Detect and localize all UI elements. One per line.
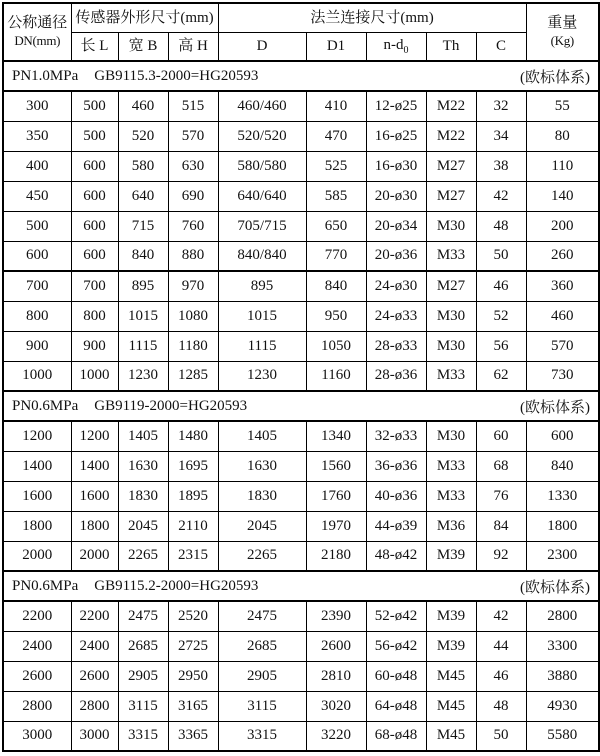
- cell-d: 520/520: [218, 121, 306, 151]
- cell-d1: 2600: [306, 631, 366, 661]
- data-row-dn-350: [3, 121, 599, 151]
- cell-width-b: 3315: [118, 721, 168, 751]
- cell-dn: 2800: [3, 691, 71, 721]
- table-body: [3, 61, 599, 751]
- cell-d: 2265: [218, 541, 306, 571]
- cell-weight: 460: [526, 301, 599, 331]
- cell-dn: 400: [3, 151, 71, 181]
- cell-n-d0: 36-ø36: [366, 451, 426, 481]
- cell-th: M27: [426, 151, 476, 181]
- data-row-dn-700: [3, 271, 599, 301]
- cell-length-l: 3000: [71, 721, 118, 751]
- cell-dn: 1200: [3, 421, 71, 451]
- section-header-row: [3, 61, 599, 91]
- cell-length-l: 2400: [71, 631, 118, 661]
- cell-dn: 2400: [3, 631, 71, 661]
- cell-n-d0: 60-ø48: [366, 661, 426, 691]
- cell-height-h: 1080: [168, 301, 218, 331]
- cell-width-b: 460: [118, 91, 168, 121]
- cell-width-b: 640: [118, 181, 168, 211]
- cell-d: 640/640: [218, 181, 306, 211]
- cell-height-h: 880: [168, 241, 218, 271]
- table-header: [3, 3, 599, 61]
- cell-d: 1230: [218, 361, 306, 391]
- header-dn-title: 公称通径: [7, 14, 68, 31]
- cell-dn: 500: [3, 211, 71, 241]
- cell-c: 48: [476, 211, 526, 241]
- header-d1: D1: [306, 32, 366, 61]
- header-dn-subtitle: DN(mm): [14, 33, 61, 49]
- cell-width-b: 520: [118, 121, 168, 151]
- cell-dn: 2600: [3, 661, 71, 691]
- cell-th: M22: [426, 91, 476, 121]
- header-flange-group: 法兰连接尺寸(mm): [218, 3, 526, 32]
- cell-d: 1830: [218, 481, 306, 511]
- cell-n-d0: 20-ø34: [366, 211, 426, 241]
- cell-width-b: 1115: [118, 331, 168, 361]
- cell-c: 48: [476, 691, 526, 721]
- spec-table: [2, 2, 600, 752]
- cell-n-d0: 28-ø36: [366, 361, 426, 391]
- cell-height-h: 970: [168, 271, 218, 301]
- cell-width-b: 2045: [118, 511, 168, 541]
- cell-width-b: 1830: [118, 481, 168, 511]
- data-row-dn-2800: [3, 691, 599, 721]
- section-note-label: (欧标体系): [520, 399, 591, 416]
- data-row-dn-600: [3, 241, 599, 271]
- cell-length-l: 700: [71, 271, 118, 301]
- cell-d: 3115: [218, 691, 306, 721]
- cell-dn: 900: [3, 331, 71, 361]
- cell-length-l: 2200: [71, 601, 118, 631]
- header-weight: [526, 3, 599, 61]
- data-row-dn-300: [3, 91, 599, 121]
- cell-c: 32: [476, 91, 526, 121]
- cell-c: 62: [476, 361, 526, 391]
- cell-dn: 600: [3, 241, 71, 271]
- section-standard-label: GB9115.2-2000=HG20593: [94, 577, 259, 594]
- cell-dn: 1400: [3, 451, 71, 481]
- cell-c: 60: [476, 421, 526, 451]
- cell-d: 840/840: [218, 241, 306, 271]
- cell-d: 1115: [218, 331, 306, 361]
- cell-d: 1630: [218, 451, 306, 481]
- cell-n-d0: 40-ø36: [366, 481, 426, 511]
- cell-length-l: 600: [71, 181, 118, 211]
- data-row-dn-500: [3, 211, 599, 241]
- cell-length-l: 600: [71, 151, 118, 181]
- cell-length-l: 600: [71, 241, 118, 271]
- cell-width-b: 1630: [118, 451, 168, 481]
- data-row-dn-800: [3, 301, 599, 331]
- data-row-dn-2200: [3, 601, 599, 631]
- cell-weight: 110: [526, 151, 599, 181]
- cell-d1: 3020: [306, 691, 366, 721]
- cell-d1: 3220: [306, 721, 366, 751]
- section-pressure-label: PN0.6MPa: [12, 577, 79, 594]
- cell-th: M30: [426, 211, 476, 241]
- cell-th: M33: [426, 481, 476, 511]
- section-pressure-label: PN1.0MPa: [12, 67, 79, 84]
- cell-th: M45: [426, 691, 476, 721]
- data-row-dn-1400: [3, 451, 599, 481]
- cell-dn: 1600: [3, 481, 71, 511]
- cell-height-h: 2110: [168, 511, 218, 541]
- cell-d1: 2180: [306, 541, 366, 571]
- cell-length-l: 1800: [71, 511, 118, 541]
- cell-d: 1015: [218, 301, 306, 331]
- cell-d1: 2390: [306, 601, 366, 631]
- data-row-dn-1600: [3, 481, 599, 511]
- cell-th: M33: [426, 361, 476, 391]
- cell-height-h: 1695: [168, 451, 218, 481]
- data-row-dn-3000: [3, 721, 599, 751]
- header-dn: [3, 3, 71, 61]
- cell-width-b: 1405: [118, 421, 168, 451]
- cell-c: 92: [476, 541, 526, 571]
- cell-th: M39: [426, 631, 476, 661]
- header-weight-title: 重量: [547, 14, 578, 31]
- header-width-b: 宽 B: [118, 32, 168, 61]
- cell-width-b: 1230: [118, 361, 168, 391]
- cell-weight: 3880: [526, 661, 599, 691]
- cell-th: M27: [426, 271, 476, 301]
- cell-height-h: 2950: [168, 661, 218, 691]
- data-row-dn-400: [3, 151, 599, 181]
- section-header-row: [3, 571, 599, 601]
- cell-th: M30: [426, 421, 476, 451]
- cell-d1: 950: [306, 301, 366, 331]
- cell-th: M45: [426, 721, 476, 751]
- cell-weight: 1330: [526, 481, 599, 511]
- data-row-dn-1200: [3, 421, 599, 451]
- cell-length-l: 600: [71, 211, 118, 241]
- header-subrow: [3, 32, 599, 61]
- cell-n-d0: 20-ø30: [366, 181, 426, 211]
- cell-d1: 470: [306, 121, 366, 151]
- cell-dn: 1800: [3, 511, 71, 541]
- cell-height-h: 1180: [168, 331, 218, 361]
- cell-th: M30: [426, 331, 476, 361]
- cell-height-h: 630: [168, 151, 218, 181]
- cell-n-d0: 56-ø42: [366, 631, 426, 661]
- cell-d1: 2810: [306, 661, 366, 691]
- cell-d: 2685: [218, 631, 306, 661]
- header-n-d0: $n-d_0$: [366, 32, 426, 61]
- cell-c: 56: [476, 331, 526, 361]
- cell-dn: 2200: [3, 601, 71, 631]
- cell-height-h: 3365: [168, 721, 218, 751]
- cell-weight: 55: [526, 91, 599, 121]
- header-row-groups: [3, 3, 599, 32]
- cell-n-d0: 68-ø48: [366, 721, 426, 751]
- cell-height-h: 1895: [168, 481, 218, 511]
- cell-d: 2475: [218, 601, 306, 631]
- cell-dn: 350: [3, 121, 71, 151]
- cell-th: M39: [426, 541, 476, 571]
- cell-d1: 525: [306, 151, 366, 181]
- cell-length-l: 1400: [71, 451, 118, 481]
- cell-width-b: 715: [118, 211, 168, 241]
- cell-height-h: 2315: [168, 541, 218, 571]
- cell-c: 50: [476, 721, 526, 751]
- cell-weight: 200: [526, 211, 599, 241]
- cell-th: M45: [426, 661, 476, 691]
- cell-d1: 1050: [306, 331, 366, 361]
- cell-width-b: 2905: [118, 661, 168, 691]
- cell-weight: 140: [526, 181, 599, 211]
- data-row-dn-2600: [3, 661, 599, 691]
- cell-height-h: 1285: [168, 361, 218, 391]
- header-th: Th: [426, 32, 476, 61]
- cell-th: M27: [426, 181, 476, 211]
- cell-n-d0: 16-ø25: [366, 121, 426, 151]
- section-standard-label: GB9119-2000=HG20593: [94, 397, 248, 414]
- header-c: C: [476, 32, 526, 61]
- cell-n-d0: 48-ø42: [366, 541, 426, 571]
- cell-height-h: 3165: [168, 691, 218, 721]
- section-note-label: (欧标体系): [520, 579, 591, 596]
- header-sensor-group: 传感器外形尺寸(mm): [71, 3, 218, 32]
- cell-d1: 650: [306, 211, 366, 241]
- cell-d: 460/460: [218, 91, 306, 121]
- cell-weight: 80: [526, 121, 599, 151]
- cell-d: 1405: [218, 421, 306, 451]
- cell-weight: 3300: [526, 631, 599, 661]
- cell-th: M33: [426, 241, 476, 271]
- data-row-dn-2400: [3, 631, 599, 661]
- cell-height-h: 2520: [168, 601, 218, 631]
- cell-d: 3315: [218, 721, 306, 751]
- cell-d1: 410: [306, 91, 366, 121]
- cell-height-h: 760: [168, 211, 218, 241]
- cell-weight: 260: [526, 241, 599, 271]
- cell-n-d0: 24-ø33: [366, 301, 426, 331]
- cell-dn: 1000: [3, 361, 71, 391]
- cell-width-b: 2475: [118, 601, 168, 631]
- cell-c: 42: [476, 181, 526, 211]
- cell-width-b: 895: [118, 271, 168, 301]
- cell-n-d0: 64-ø48: [366, 691, 426, 721]
- cell-n-d0: 44-ø39: [366, 511, 426, 541]
- cell-height-h: 515: [168, 91, 218, 121]
- cell-width-b: 580: [118, 151, 168, 181]
- cell-length-l: 2800: [71, 691, 118, 721]
- cell-c: 38: [476, 151, 526, 181]
- cell-n-d0: 28-ø33: [366, 331, 426, 361]
- cell-c: 46: [476, 271, 526, 301]
- data-row-dn-1800: [3, 511, 599, 541]
- cell-d: 580/580: [218, 151, 306, 181]
- cell-weight: 570: [526, 331, 599, 361]
- cell-dn: 800: [3, 301, 71, 331]
- cell-weight: 1800: [526, 511, 599, 541]
- data-row-dn-1000: [3, 361, 599, 391]
- cell-dn: 450: [3, 181, 71, 211]
- data-row-dn-450: [3, 181, 599, 211]
- cell-c: 46: [476, 661, 526, 691]
- cell-length-l: 1600: [71, 481, 118, 511]
- cell-c: 76: [476, 481, 526, 511]
- cell-c: 50: [476, 241, 526, 271]
- section-pressure-label: PN0.6MPa: [12, 397, 79, 414]
- cell-th: M33: [426, 451, 476, 481]
- cell-th: M39: [426, 601, 476, 631]
- cell-n-d0: 16-ø30: [366, 151, 426, 181]
- cell-height-h: 1480: [168, 421, 218, 451]
- cell-width-b: 2685: [118, 631, 168, 661]
- cell-n-d0: 32-ø33: [366, 421, 426, 451]
- cell-d: 895: [218, 271, 306, 301]
- cell-width-b: 2265: [118, 541, 168, 571]
- cell-th: M22: [426, 121, 476, 151]
- cell-d: 2045: [218, 511, 306, 541]
- cell-th: M30: [426, 301, 476, 331]
- cell-width-b: 3115: [118, 691, 168, 721]
- section-header-row: [3, 391, 599, 421]
- cell-d: 705/715: [218, 211, 306, 241]
- cell-d1: 1160: [306, 361, 366, 391]
- cell-weight: 5580: [526, 721, 599, 751]
- header-d: D: [218, 32, 306, 61]
- cell-weight: 2300: [526, 541, 599, 571]
- cell-n-d0: 12-ø25: [366, 91, 426, 121]
- cell-dn: 300: [3, 91, 71, 121]
- cell-weight: 2800: [526, 601, 599, 631]
- section-standard-label: GB9115.3-2000=HG20593: [94, 67, 259, 84]
- cell-c: 52: [476, 301, 526, 331]
- cell-n-d0: 52-ø42: [366, 601, 426, 631]
- cell-n-d0: 24-ø30: [366, 271, 426, 301]
- cell-c: 84: [476, 511, 526, 541]
- header-height-h: 高 H: [168, 32, 218, 61]
- cell-th: M36: [426, 511, 476, 541]
- cell-c: 44: [476, 631, 526, 661]
- cell-height-h: 690: [168, 181, 218, 211]
- cell-c: 68: [476, 451, 526, 481]
- cell-weight: 360: [526, 271, 599, 301]
- data-row-dn-900: [3, 331, 599, 361]
- cell-d1: 1560: [306, 451, 366, 481]
- cell-d1: 1970: [306, 511, 366, 541]
- cell-length-l: 1000: [71, 361, 118, 391]
- cell-length-l: 900: [71, 331, 118, 361]
- cell-weight: 730: [526, 361, 599, 391]
- cell-dn: 2000: [3, 541, 71, 571]
- header-length-l: 长 L: [71, 32, 118, 61]
- cell-d: 2905: [218, 661, 306, 691]
- cell-n-d0: 20-ø36: [366, 241, 426, 271]
- cell-height-h: 2725: [168, 631, 218, 661]
- cell-width-b: 1015: [118, 301, 168, 331]
- cell-c: 34: [476, 121, 526, 151]
- cell-weight: 4930: [526, 691, 599, 721]
- cell-length-l: 500: [71, 121, 118, 151]
- cell-dn: 3000: [3, 721, 71, 751]
- data-row-dn-2000: [3, 541, 599, 571]
- header-weight-subtitle: (Kg): [550, 33, 574, 49]
- cell-width-b: 840: [118, 241, 168, 271]
- cell-d1: 770: [306, 241, 366, 271]
- cell-length-l: 800: [71, 301, 118, 331]
- cell-length-l: 2600: [71, 661, 118, 691]
- cell-weight: 600: [526, 421, 599, 451]
- cell-d1: 1340: [306, 421, 366, 451]
- cell-c: 42: [476, 601, 526, 631]
- cell-weight: 840: [526, 451, 599, 481]
- cell-d1: 585: [306, 181, 366, 211]
- cell-length-l: 2000: [71, 541, 118, 571]
- cell-length-l: 500: [71, 91, 118, 121]
- section-note-label: (欧标体系): [520, 69, 591, 86]
- cell-length-l: 1200: [71, 421, 118, 451]
- cell-height-h: 570: [168, 121, 218, 151]
- cell-d1: 1760: [306, 481, 366, 511]
- cell-d1: 840: [306, 271, 366, 301]
- cell-dn: 700: [3, 271, 71, 301]
